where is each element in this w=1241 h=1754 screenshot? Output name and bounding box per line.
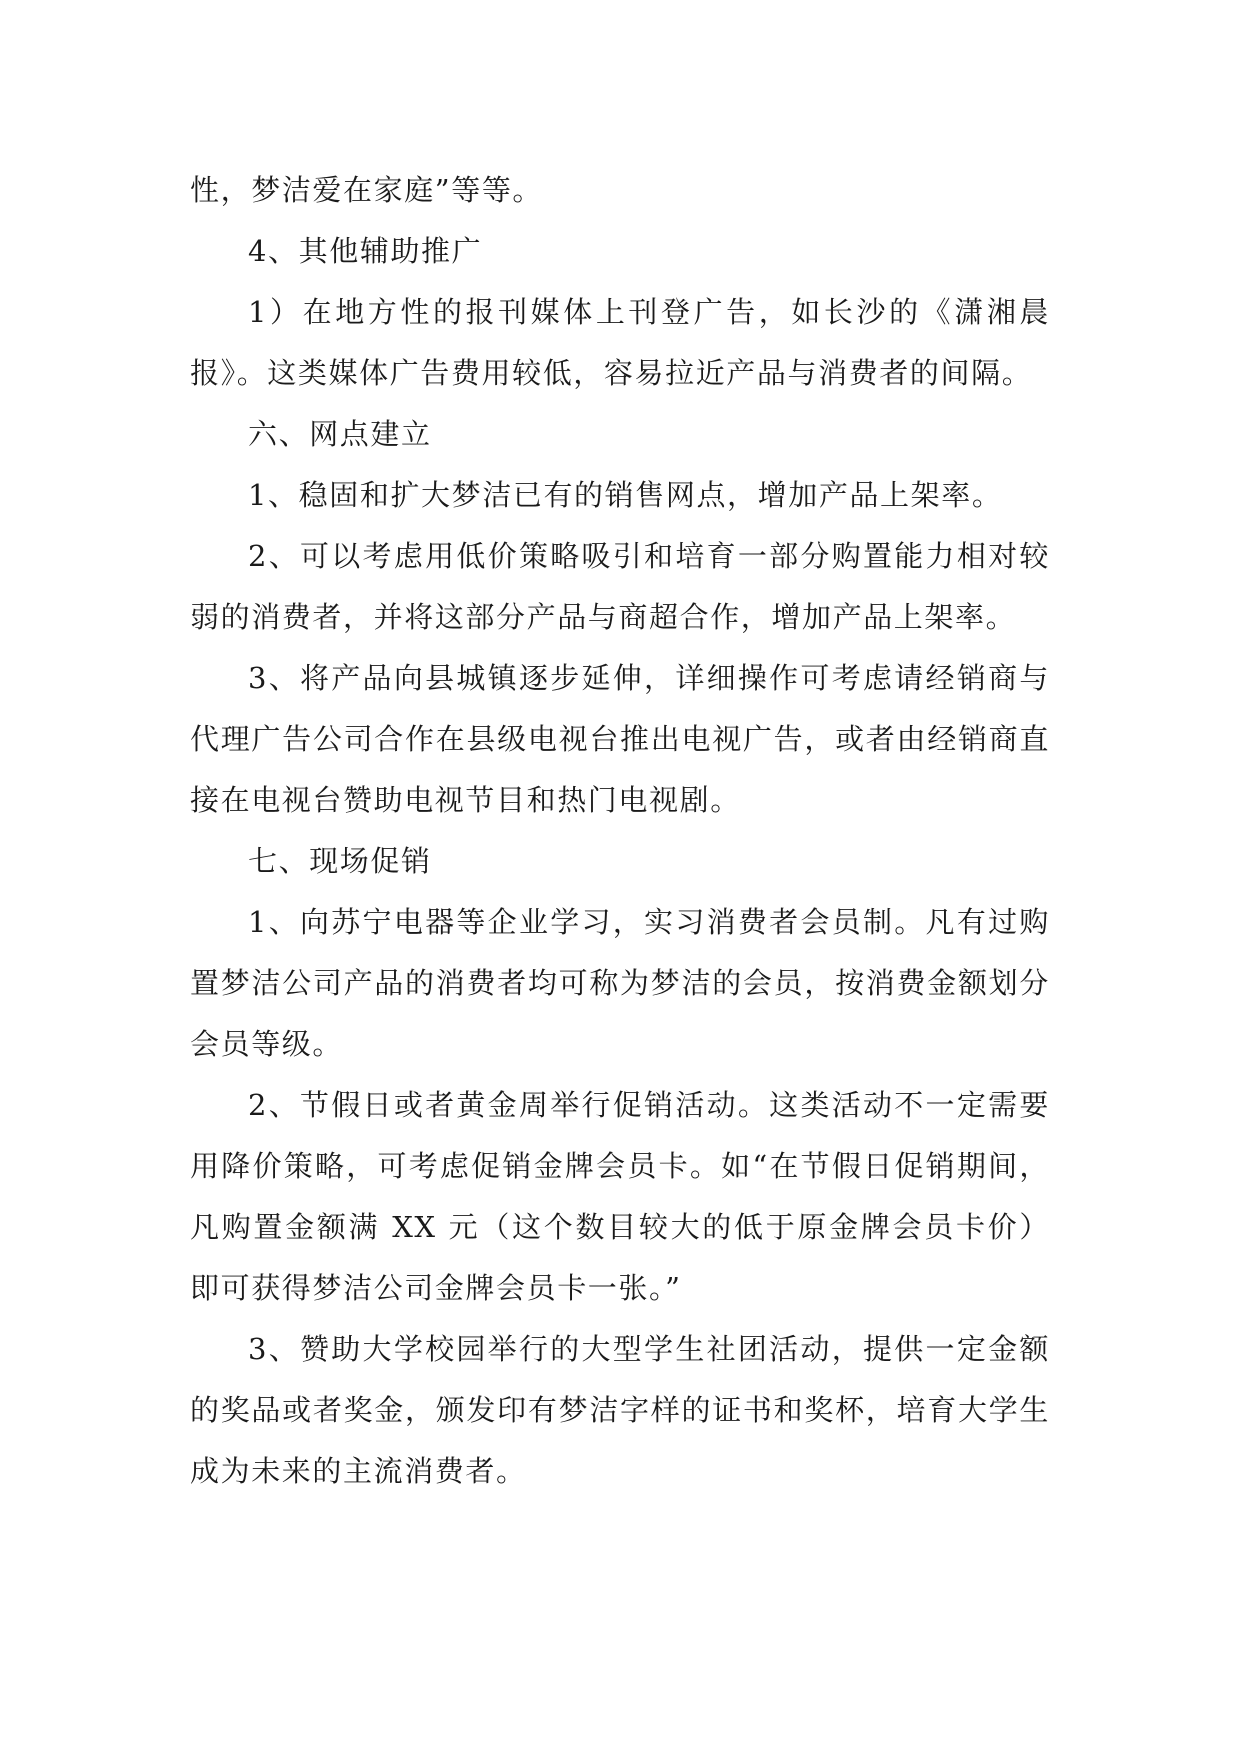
paragraph: 1、向苏宁电器等企业学习，实习消费者会员制。凡有过购置梦洁公司产品的消费者均可称为梦洁的会员，按消费金额划分会员等级。 bbox=[190, 905, 1050, 1061]
paragraph: 3、赞助大学校园举行的大型学生社团活动，提供一定金额的奖品或者奖金，颁发印有梦洁字样的证书和奖杯，培育大学生成为未来的主流消费者。 bbox=[190, 1332, 1050, 1488]
paragraph: 2、节假日或者黄金周举行促销活动。这类活动不一定需要用降价策略，可考虑促销金牌会员卡。如“在节假日促销期间，凡购置金额满 XX 元（这个数目较大的低于原金牌会员卡价）即可获得梦洁公司金牌会员卡一张。” bbox=[190, 1088, 1050, 1305]
section-heading: 4、其他辅助推广 bbox=[248, 234, 483, 268]
paragraph: 2、可以考虑用低价策略吸引和培育一部分购置能力相对较弱的消费者，并将这部分产品与商超合作，增加产品上架率。 bbox=[190, 539, 1050, 634]
section-heading: 七、现场促销 bbox=[248, 844, 432, 878]
paragraph: 性，梦洁爱在家庭”等等。 bbox=[190, 173, 544, 207]
paragraph: 1、稳固和扩大梦洁已有的销售网点，增加产品上架率。 bbox=[248, 478, 1003, 512]
paragraph: 1）在地方性的报刊媒体上刊登广告，如长沙的《潇湘晨报》。这类媒体广告费用较低，容易拉近产品与消费者的间隔。 bbox=[190, 295, 1050, 390]
paragraph: 3、将产品向县城镇逐步延伸，详细操作可考虑请经销商与代理广告公司合作在县级电视台推出电视广告，或者由经销商直接在电视台赞助电视节目和热门电视剧。 bbox=[190, 661, 1050, 817]
document-body bbox=[190, 160, 1050, 1502]
section-heading: 六、网点建立 bbox=[248, 417, 432, 451]
